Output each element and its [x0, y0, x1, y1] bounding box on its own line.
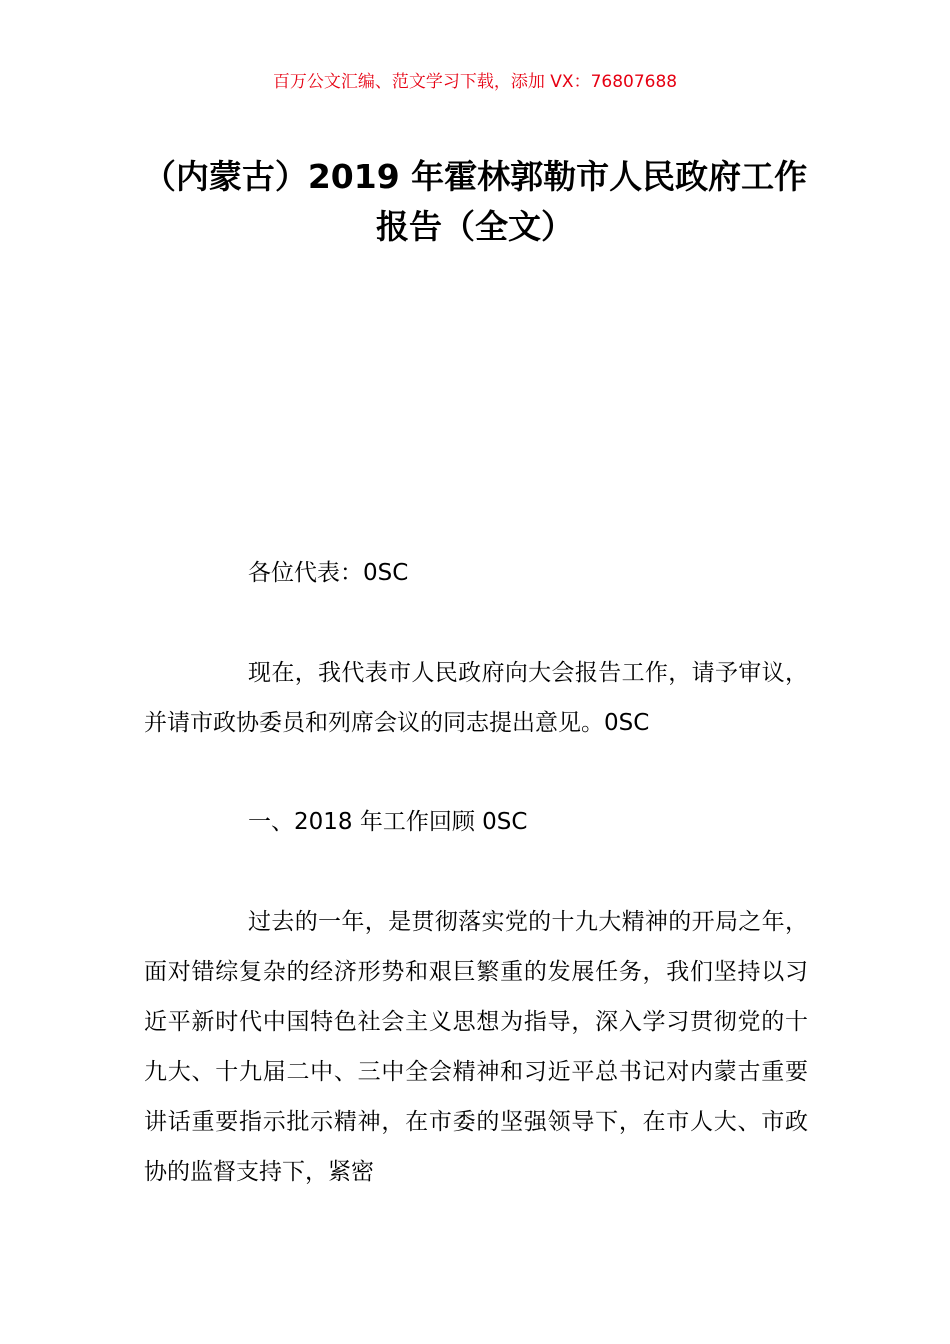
review-paragraph: [144, 897, 808, 1197]
section-heading: [144, 797, 808, 847]
review-paragraph-text: 过去的一年，是贯彻落实党的十九大精神的开局之年，面对错综复杂的经济形势和艰巨繁重的发展任务，我们坚持以习近平新时代中国特色社会主义思想为指导，深入学习贯彻党的十九大、十九届二中、三中全会精神和习近平总书记对内蒙古重要讲话重要指示批示精神，在市委的坚强领导下，在市人大、市政协的监督支持下，紧密: [144, 909, 808, 1185]
watermark-banner: 百万公文汇编、范文学习下载，添加 VX：76807688: [272, 72, 678, 92]
document-title: （内蒙古）2019 年霍林郭勒市人民政府工作报告（全文）: [142, 157, 808, 246]
section-heading-text: 一、2018 年工作回顾 0SC: [248, 809, 528, 835]
greeting-line: [144, 548, 808, 598]
greeting-text: 各位代表：0SC: [248, 560, 409, 586]
intro-paragraph-text: 现在，我代表市人民政府向大会报告工作，请予审议，并请市政协委员和列席会议的同志提出意见。0SC: [144, 660, 808, 736]
intro-paragraph: [144, 648, 808, 748]
